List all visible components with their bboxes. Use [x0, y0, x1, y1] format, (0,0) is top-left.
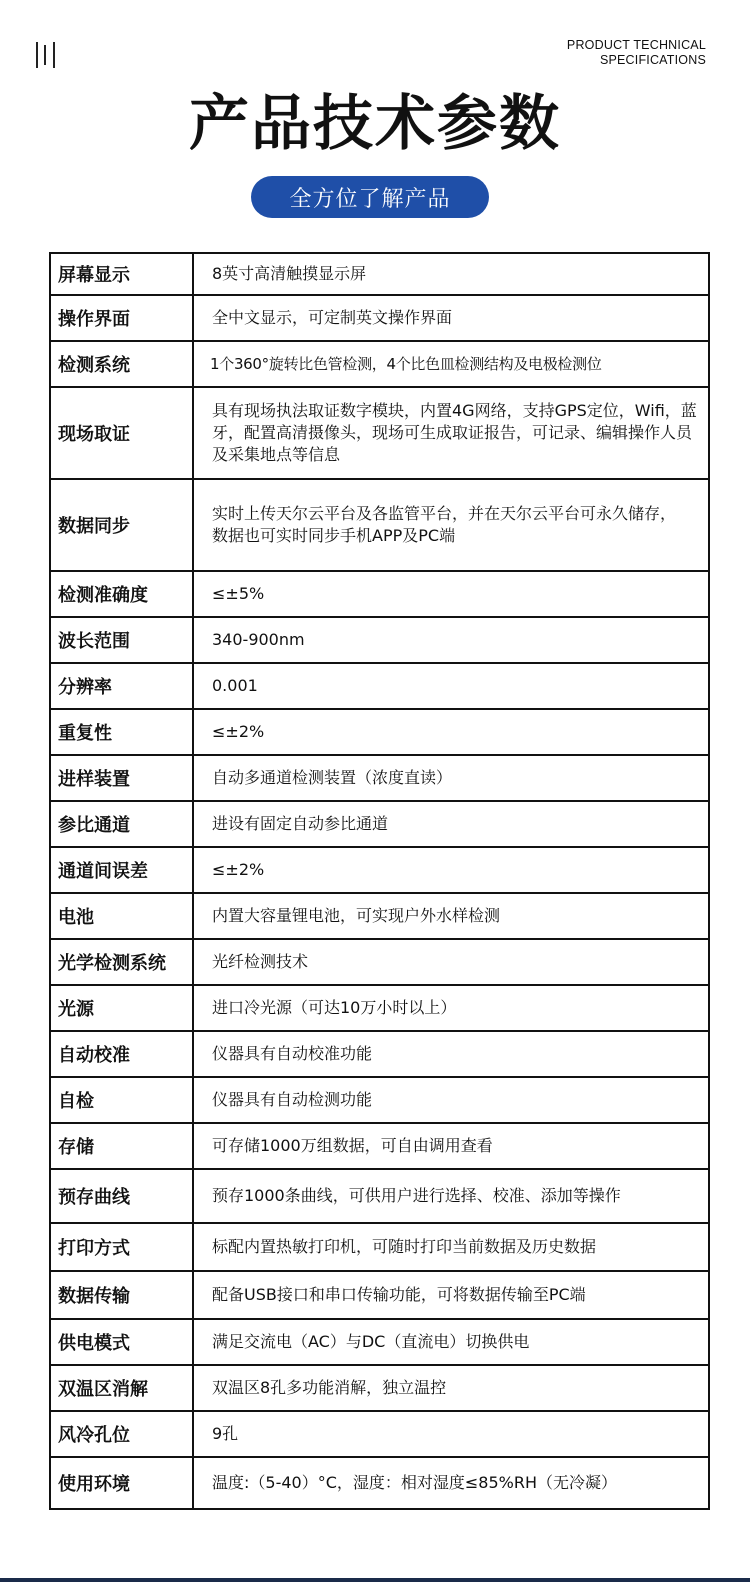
- spec-value: 9孔: [212, 1424, 239, 1443]
- spec-label: 自检: [51, 1078, 194, 1122]
- table-row: [51, 756, 708, 802]
- spec-value: 双温区8孔多功能消解，独立温控: [212, 1378, 447, 1397]
- english-subtitle-line1: PRODUCT TECHNICAL: [566, 38, 706, 52]
- table-row: [51, 1124, 708, 1170]
- table-row: [51, 1272, 708, 1320]
- table-row: [51, 1170, 708, 1224]
- table-row: [51, 1078, 708, 1124]
- spec-label: 数据同步: [51, 480, 194, 570]
- table-row: [51, 1032, 708, 1078]
- spec-label: 数据传输: [51, 1272, 194, 1318]
- spec-label: 检测准确度: [51, 572, 194, 616]
- spec-label: 电池: [51, 894, 194, 938]
- table-row: [51, 1412, 708, 1458]
- english-subtitle-line2: SPECIFICATIONS: [599, 53, 706, 67]
- spec-value: 0.001: [212, 676, 258, 695]
- page-title: 产品技术参数: [189, 89, 561, 159]
- spec-value: 仪器具有自动检测功能: [212, 1090, 373, 1109]
- table-row: [51, 1366, 708, 1412]
- spec-value: 具有现场执法取证数字模块，内置4G网络，支持GPS定位，Wifi，蓝牙，配置高清摄像头，现场可生成取证报告，可记录、编辑操作人员及采集地点等信息: [212, 401, 697, 464]
- spec-label: 打印方式: [51, 1224, 194, 1270]
- table-row: [51, 618, 708, 664]
- spec-label: 风冷孔位: [51, 1412, 194, 1456]
- spec-value: ≤±2%: [212, 722, 265, 741]
- table-row: [51, 710, 708, 756]
- spec-label: 参比通道: [51, 802, 194, 846]
- spec-label: 波长范围: [51, 618, 194, 662]
- spec-label: 重复性: [51, 710, 194, 754]
- spec-value: 标配内置热敏打印机，可随时打印当前数据及历史数据: [212, 1237, 597, 1256]
- spec-value: 配备USB接口和串口传输功能，可将数据传输至PC端: [212, 1285, 586, 1304]
- bottom-divider: [0, 1578, 750, 1582]
- spec-value: 进口冷光源（可达10万小时以上）: [212, 998, 457, 1017]
- spec-label: 存储: [51, 1124, 194, 1168]
- spec-table: [49, 252, 710, 1510]
- table-row: [51, 296, 708, 342]
- spec-value: 实时上传天尔云平台及各监管平台，并在天尔云平台可永久储存，数据也可实时同步手机APP及PC端: [212, 504, 677, 545]
- spec-label: 现场取证: [51, 388, 194, 478]
- spec-label: 光源: [51, 986, 194, 1030]
- spec-value: 全中文显示，可定制英文操作界面: [212, 308, 453, 327]
- spec-label: 供电模式: [51, 1320, 194, 1364]
- table-row: [51, 254, 708, 296]
- table-row: [51, 1320, 708, 1366]
- spec-label: 操作界面: [51, 296, 194, 340]
- table-row: [51, 940, 708, 986]
- spec-value: 温度:（5-40）°C，湿度：相对湿度≤85%RH（无冷凝）: [212, 1473, 617, 1492]
- spec-value: 可存储1000万组数据，可自由调用查看: [212, 1136, 493, 1155]
- spec-value: 340-900nm: [212, 630, 305, 649]
- spec-label: 预存曲线: [51, 1170, 194, 1222]
- table-row: [51, 1224, 708, 1272]
- spec-value: 进设有固定自动参比通道: [212, 814, 389, 833]
- spec-label: 进样装置: [51, 756, 194, 800]
- spec-value: 光纤检测技术: [212, 952, 309, 971]
- table-row: [51, 342, 708, 388]
- spec-value: 8英寸高清触摸显示屏: [212, 264, 367, 283]
- table-row: [51, 802, 708, 848]
- spec-label: 自动校准: [51, 1032, 194, 1076]
- spec-value: ≤±2%: [212, 860, 265, 879]
- spec-label: 使用环境: [51, 1458, 194, 1508]
- table-row: [51, 572, 708, 618]
- spec-label: 屏幕显示: [51, 254, 194, 294]
- vertical-bars-icon: [36, 42, 60, 68]
- table-row: [51, 894, 708, 940]
- spec-label: 通道间误差: [51, 848, 194, 892]
- spec-value: 内置大容量锂电池，可实现户外水样检测: [212, 906, 501, 925]
- spec-label: 双温区消解: [51, 1366, 194, 1410]
- table-row: [51, 986, 708, 1032]
- table-row: [51, 848, 708, 894]
- spec-value: 自动多通道检测装置（浓度直读）: [212, 768, 453, 787]
- spec-value: 预存1000条曲线，可供用户进行选择、校准、添加等操作: [212, 1186, 621, 1205]
- spec-value: ≤±5%: [212, 584, 265, 603]
- product-overview-pill: 全方位了解产品: [251, 176, 489, 218]
- table-row: [51, 1458, 708, 1508]
- spec-label: 光学检测系统: [51, 940, 194, 984]
- table-row: [51, 480, 708, 572]
- spec-value: 满足交流电（AC）与DC（直流电）切换供电: [212, 1332, 530, 1351]
- table-row: [51, 664, 708, 710]
- english-subtitle: [567, 38, 706, 68]
- spec-value: 仪器具有自动校准功能: [212, 1044, 373, 1063]
- spec-label: 分辨率: [51, 664, 194, 708]
- spec-label: 检测系统: [51, 342, 194, 386]
- table-row: [51, 388, 708, 480]
- spec-value: 1个360°旋转比色管检测，4个比色皿检测结构及电极检测位: [210, 355, 602, 373]
